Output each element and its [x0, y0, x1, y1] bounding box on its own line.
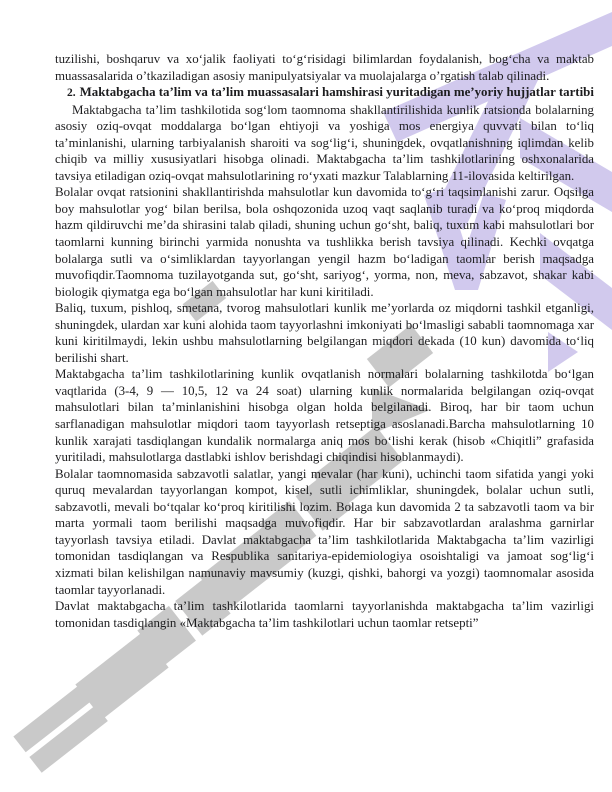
section-number: 2.	[67, 87, 76, 100]
section-heading	[55, 84, 594, 102]
paragraph: Davlat maktabgacha ta’lim tashkilotlarida taomlarni tayyorlanishda maktabgacha ta’lim vazirligi tomonidan tasdiqlangin «Maktabgacha ta’lim tashkilotlari uchun taomlar retsepti”	[55, 599, 594, 630]
paragraph: Maktabgacha ta’lim tashkilotida sog‘lom taomnoma shakllantirilishida kunlik ratsionda bolalarning asosiy oziq-ovqat moddalarga bo‘lgan ehtiyoji va yoshiga mos energiya quvvati bilan to‘liq ta’minlanishi, ularning tarbiyalanish sharoiti va sog‘lig‘i, shuningdek, ovqatlanishning iqlimdan kelib chiqib va milliy xususiyatlari hisobga olinadi. Maktabgacha ta’lim tashkilotlarining oshxonalarida tavsiya etiladigan oziq-ovqat mahsulotlarining ro‘yxati mazkur Talablarning 11-ilovasida keltirilgan.	[55, 102, 594, 183]
paragraph: Maktabgacha ta’lim tashkilotlarining kunlik ovqatlanish normalari bolalarning tashkilotda bo‘lgan vaqtlarida (3-4, 9 — 10,5, 12 va 24 soat) ularning kunlik normalarida belgilangan oziq-ovqat mahsulotlari bilan ta’minlanishini hisobga olgan holda belgilanadi. Biroq, har bir taom uchun sarflanadigan mahsulotlar miqdori taom tayyorlash retseptiga asoslanadi.Barcha mahsulotlarning 10 kunlik xarajati tasdiqlangan kundalik normalarga aniq mos bo‘lishi kerak (hisob «Chiqitli” grafasida yuritiladi, mahsulotlarga dastlabki ishlov berishdagi chiqindisi hisoblanmaydi).	[55, 367, 594, 465]
page-text	[55, 51, 594, 631]
paragraph: Bolalar taomnomasida sabzavotli salatlar, yangi mevalar (har kuni), uchinchi taom sifatida yangi yoki quruq mevalardan tayyorlangan kompot, kisel, sutli ichimliklar, shuningdek, bolalar uchun sutli, sabzavotli, mevali bo‘tqalar ko‘proq kiritilishi lozim. Bolaga kun davomida 2 ta sabzavotli taom va bir marta yormali taom berilishi maqsadga muvofiqdir. Har bir sabzavotlardan aralashma garnirlar tayyorlash tavsiya etiladi. Davlat maktabgacha ta’lim tashkilotlarida Maktabgacha ta’lim vazirligi tomonidan tasdiqlangan va Respublika sanitariya-epidemiologiya osoishtaligi va jamoat sog‘lig‘i xizmati bilan kelishilgan namunaviy mavsumiy (kuzgi, qishki, bahorgi va yozgi) taomnomalar asosida taomlar tayyorlanadi.	[55, 466, 594, 597]
section-title: Maktabgacha ta’lim va ta’lim muassasalari hamshirasi yuritadigan me’yoriy hujjatlar tartibi	[79, 85, 594, 100]
paragraph-continuation: tuzilishi, boshqaruv va xo‘jalik faoliyati to‘g‘risidagi bilimlardan foydalanish, bog‘cha va maktab muassasalarida o’tkaziladigan asosiy manipulyatsiyalar va muolajalarga o’rgatish talab qilinadi.	[55, 52, 594, 83]
paragraph: Baliq, tuxum, pishloq, smetana, tvorog mahsulotlari kunlik me’yorlarda oz miqdorni tashkil etganligi, shuningdek, ulardan xar kuni alohida taom tayyorlashni imkoniyati bo‘lmasligi sababli taomnomaga xar kuni kiritilmaydi, lekin ushbu mahsulotlarning belgilangan miqdori dekada (10 kun) davomida to‘liq berilishi shart.	[55, 301, 594, 365]
paragraph: Bolalar ovqat ratsionini shakllantirishda mahsulotlar kun davomida to‘g‘ri taqsimlanishi zarur. Oqsilga boy mahsulotlar yog‘ bilan berilsa, bola oshqozonida uzoq vaqt saqlanib turadi va ko‘proq miqdorda hazm qildiruvchi me’da shirasini talab qiladi, shuning uchun go‘sht, baliq, tuxum kabi mahsulotlari bor taomlarni kunning birinchi yarmida nonushta va tushlikka berish tavsiya qilinadi. Kechki ovqatga bolalarga sutli va o‘simliklardan tayyorlangan yengil hazm bo‘ladigan taomlar berish maqsadga muvofiqdir.Taomnoma tuzilayotganda sut, go‘sht, sariyog‘, yorma, non, meva, sabzavot, shakar kabi biologik qiymatga ega bo‘lgan mahsulotlar har kuni kiritiladi.	[55, 185, 594, 299]
